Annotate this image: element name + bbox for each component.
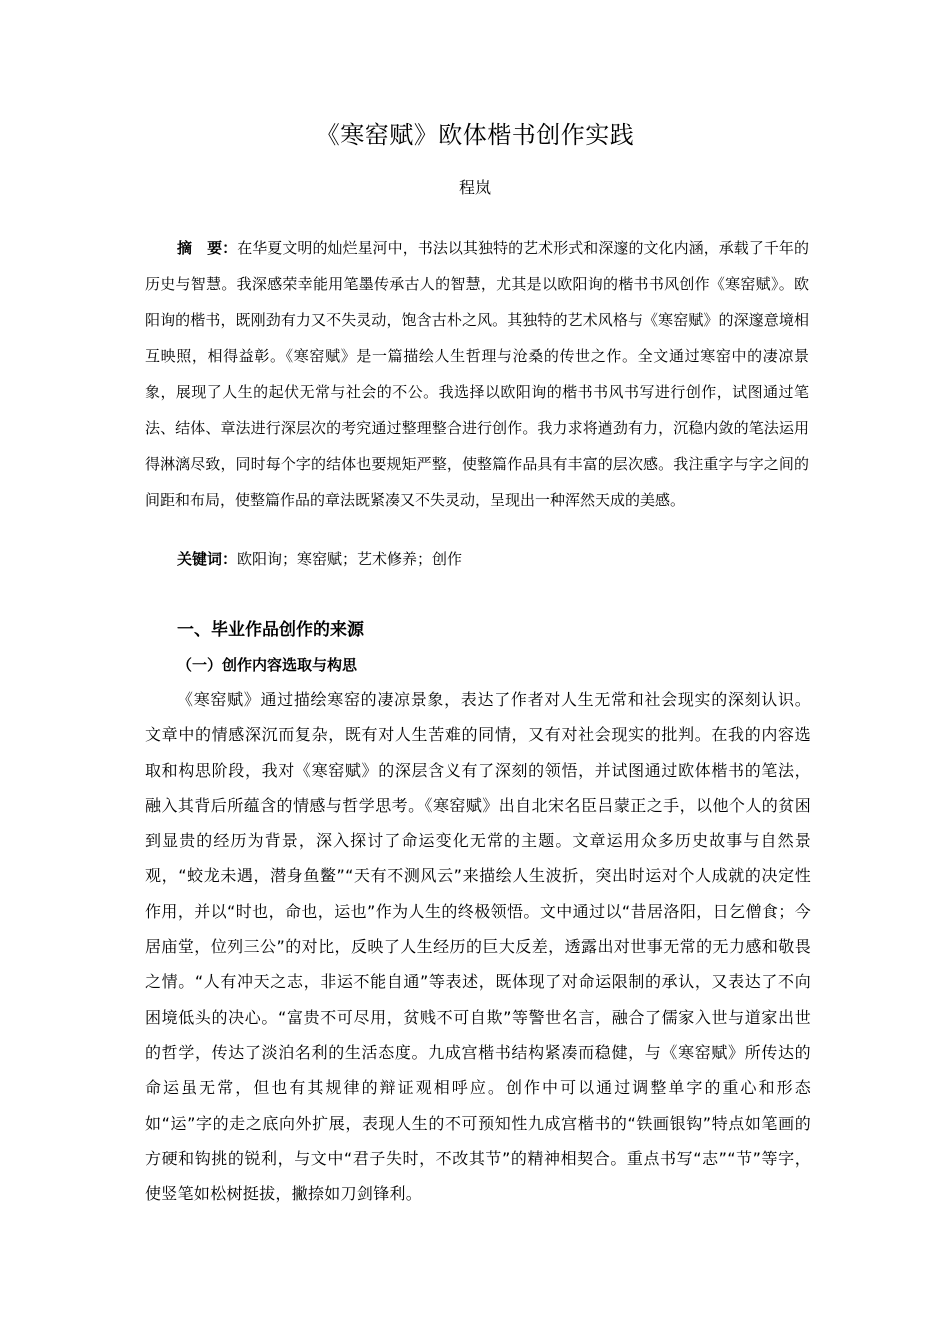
section-heading: 一、毕业作品创作的来源 <box>177 620 364 640</box>
keywords <box>177 545 462 573</box>
abstract <box>145 230 809 518</box>
abstract-label: 摘 要： <box>177 239 238 257</box>
keywords-text: 欧阳询；寒窑赋；艺术修养；创作 <box>237 550 463 568</box>
keywords-label: 关键词： <box>177 550 238 568</box>
author-name: 程岚 <box>458 178 491 197</box>
document-title: 《寒窑赋》欧体楷书创作实践 <box>315 121 635 149</box>
subsection-heading: （一）创作内容选取与构思 <box>177 656 358 674</box>
body-paragraph: 《寒窑赋》通过描绘寒窑的凄凉景象，表达了作者对人生无常和社会现实的深刻认识。文章中的情感深沉而复杂，既有对人生苦难的同情，又有对社会现实的批判。在我的内容选取和构思阶段，我对《寒窑赋》的深层含义有了深刻的领悟，并试图通过欧体楷书的笔法，融入其背后所蕴含的情感与哲学思考。《寒窑赋》出自北宋名臣吕蒙正之手，以他个人的贫困到显贵的经历为背景，深入探讨了命运变化无常的主题。文章运用众多历史故事与自然景观，“蛟龙未遇，潜身鱼鳖”“天有不测风云”来描绘人生波折，突出时运对个人成就的决定性作用，并以“时也，命也，运也”作为人生的终极领悟。文中通过以“昔居洛阳，日乞僧食；今居庙堂，位列三公”的对比，反映了人生经历的巨大反差，透露出对世事无常的无力感和敬畏之情。“人有冲天之志，非运不能自通”等表述，既体现了对命运限制的承认，又表达了不向困境低头的决心。“富贵不可尽用，贫贱不可自欺”等警世名言，融合了儒家入世与道家出世的哲学，传达了淡泊名利的生活态度。九成宫楷书结构紧凑而稳健，与《寒窑赋》所传达的命运虽无常，但也有其规律的辩证观相呼应。创作中可以通过调整单字的重心和形态如“运”字的走之底向外扩展，表现人生的不可预知性九成宫楷书的“铁画银钩”特点如笔画的方硬和钩挑的锐利，与文中“君子失时，不改其节”的精神相契合。重点书写“志”“节”等字，使竖笔如松树挺拔，撇捺如刀剑锋利。 <box>145 690 811 1204</box>
abstract-text: 在华夏文明的灿烂星河中，书法以其独特的艺术形式和深邃的文化内涵，承载了千年的历史与智慧。我深感荣幸能用笔墨传承古人的智慧，尤其是以欧阳询的楷书书风创作《寒窑赋》。欧阳询的楷书，既刚劲有力又不失灵动，饱含古朴之风。其独特的艺术风格与《寒窑赋》的深邃意境相互映照，相得益彰。《寒窑赋》是一篇描绘人生哲理与沧桑的传世之作。全文通过寒窑中的凄凉景象，展现了人生的起伏无常与社会的不公。我选择以欧阳询的楷书书风书写进行创作，试图通过笔法、结体、章法进行深层次的考究通过整理整合进行创作。我力求将遒劲有力，沉稳内敛的笔法运用得淋漓尽致，同时每个字的结体也要规矩严整，使整篇作品具有丰富的层次感。我注重字与字之间的间距和布局，使整篇作品的章法既紧凑又不失灵动，呈现出一种浑然天成的美感。 <box>145 239 809 509</box>
